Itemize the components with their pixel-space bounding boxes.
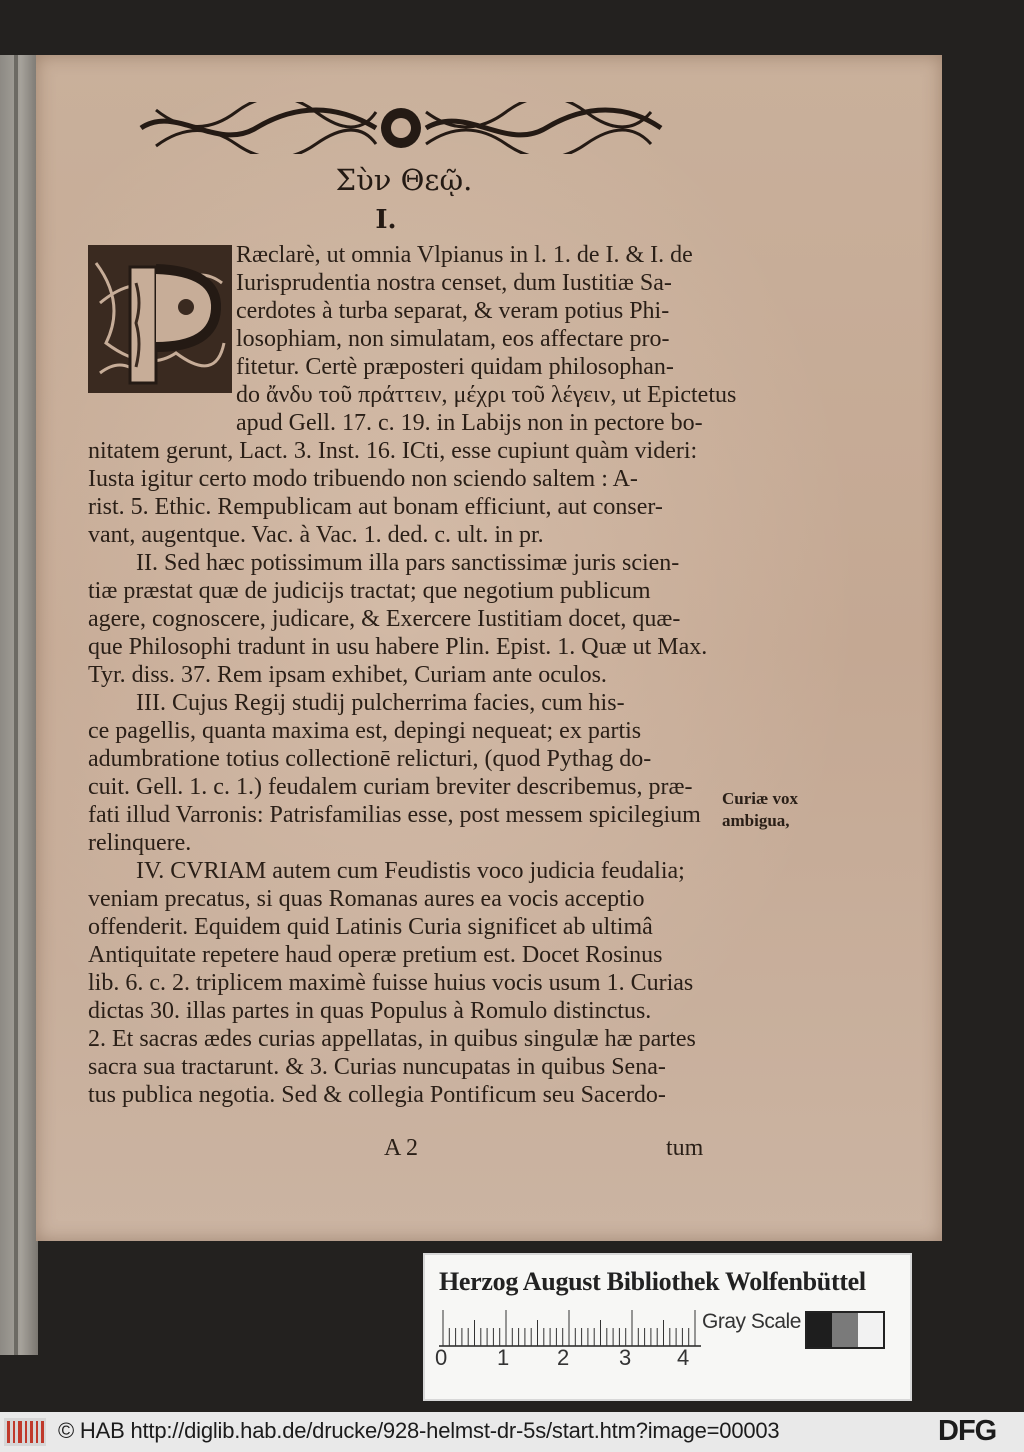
text-line: offenderit. Equidem quid Latinis Curia significet ab ultimâ (88, 914, 653, 940)
marginal-note: ambigua, (722, 811, 790, 830)
ruler-number: 3 (619, 1345, 632, 1370)
headpiece-ornament (136, 102, 666, 154)
text-line: dictas 30. illas partes in quas Populus à Romulo distinctus. (88, 998, 652, 1024)
scanned-page (36, 55, 942, 1241)
signature-mark: A 2 (384, 1135, 419, 1161)
text-line: Tyr. diss. 37. Rem ipsam exhibet, Curiam ante oculos. (88, 662, 607, 688)
text-line: fati illud Varronis: Patrisfamilias esse, post messem spicilegium (88, 802, 701, 828)
text-line: Ræclarè, ut omnia Vlpianus in l. 1. de I. & I. de (236, 242, 693, 268)
text-line: apud Gell. 17. c. 19. in Labijs non in pectore bo- (236, 410, 703, 436)
text-line: rist. 5. Ethic. Rempublicam aut bonam efficiunt, aut conser- (88, 494, 663, 520)
text-line: vant, augentque. Vac. à Vac. 1. ded. c. ult. in pr. (88, 522, 544, 548)
ruler-scale (439, 1307, 701, 1347)
invocation-heading: Σὺν Θεῷ. (335, 163, 473, 197)
gray-scale-swatches (805, 1311, 885, 1349)
text-line: lib. 6. c. 2. triplicem maximè fuisse huius vocis usum 1. Curias (88, 970, 694, 996)
color-calibration-card (423, 1253, 912, 1401)
text-line: Iurisprudentia nostra censet, dum Iustitiæ Sa- (236, 270, 672, 296)
ruler-number: 0 (435, 1345, 448, 1370)
text-line: losophiam, non simulatam, eos affectare pro- (236, 326, 670, 352)
dfg-logo-text: DFG (938, 1415, 997, 1447)
decorated-initial-p (86, 243, 234, 395)
text-line: III. Cujus Regij studij pulcherrima facies, cum his- (136, 690, 625, 716)
text-line: relinquere. (88, 830, 192, 856)
text-line: fitetur. Certè præposteri quidam philosophan- (236, 354, 674, 380)
text-line: IV. CVRIAM autem cum Feudistis voco judicia feudalia; (136, 858, 685, 884)
text-line: adumbratione totius collectionē relicturi, (quod Pythag do- (88, 746, 652, 772)
text-line: ce pagellis, quanta maxima est, depingi nequeat; ex partis (88, 718, 642, 744)
text-line: 2. Et sacras ædes curias appellatas, in quibus singulæ hæ partes (88, 1026, 696, 1052)
text-line: Iusta igitur certo modo tribuendo non sciendo saltem : A- (88, 466, 638, 492)
text-line: Antiquitate repetere haud operæ pretium est. Docet Rosinus (88, 942, 663, 968)
gray-swatch-mid (832, 1313, 857, 1347)
text-line: II. Sed hæc potissimum illa pars sanctissimæ juris scien- (136, 550, 680, 576)
section-number: I. (375, 205, 397, 235)
gray-swatch-light (858, 1313, 883, 1347)
text-line: tus publica negotia. Sed & collegia Pontificum seu Sacerdo- (88, 1082, 666, 1108)
library-name: Herzog August Bibliothek Wolfenbüttel (439, 1267, 866, 1296)
ruler-number: 2 (557, 1345, 570, 1370)
previous-page-edge (0, 55, 38, 1355)
barcode-icon (4, 1418, 46, 1446)
copyright-link[interactable]: © HAB http://diglib.hab.de/drucke/928-helmst-dr-5s/start.htm?image=00003 (58, 1418, 780, 1443)
text-line: nitatem gerunt, Lact. 3. Inst. 16. ICti, esse cupiunt quàm videri: (88, 438, 698, 464)
text-line: agere, cognoscere, judicare, & Exercere Iustitiam docet, quæ- (88, 606, 681, 632)
footer-bar (0, 1412, 1024, 1452)
text-line: sacra sua tractarunt. & 3. Curias nuncupatas in quibus Sena- (88, 1054, 666, 1080)
text-line: tiæ præstat quæ de judicijs tractat; que negotium publicum (88, 578, 651, 604)
text-line: do ἄνδυ τοῦ πράττειν, μέχρι τοῦ λέγειν, ut Epictetus (236, 382, 737, 408)
text-line: cuit. Gell. 1. c. 1.) feudalem curiam breviter describemus, præ- (88, 774, 693, 800)
gray-swatch-dark (807, 1313, 832, 1347)
text-line: que Philosophi tradunt in usu habere Plin. Epist. 1. Quæ ut Max. (88, 634, 708, 660)
text-line: cerdotes à turba separat, & veram potius Phi- (236, 298, 670, 324)
marginal-note: Curiæ vox (722, 789, 799, 808)
catchword: tum (666, 1135, 704, 1161)
text-line: veniam precatus, si quas Romanas aures ea vocis acceptio (88, 886, 645, 912)
gray-scale-label: Gray Scale (702, 1310, 801, 1333)
ruler-number: 1 (497, 1345, 510, 1370)
ruler-number: 4 (677, 1345, 690, 1370)
dfg-logo (938, 1415, 996, 1448)
